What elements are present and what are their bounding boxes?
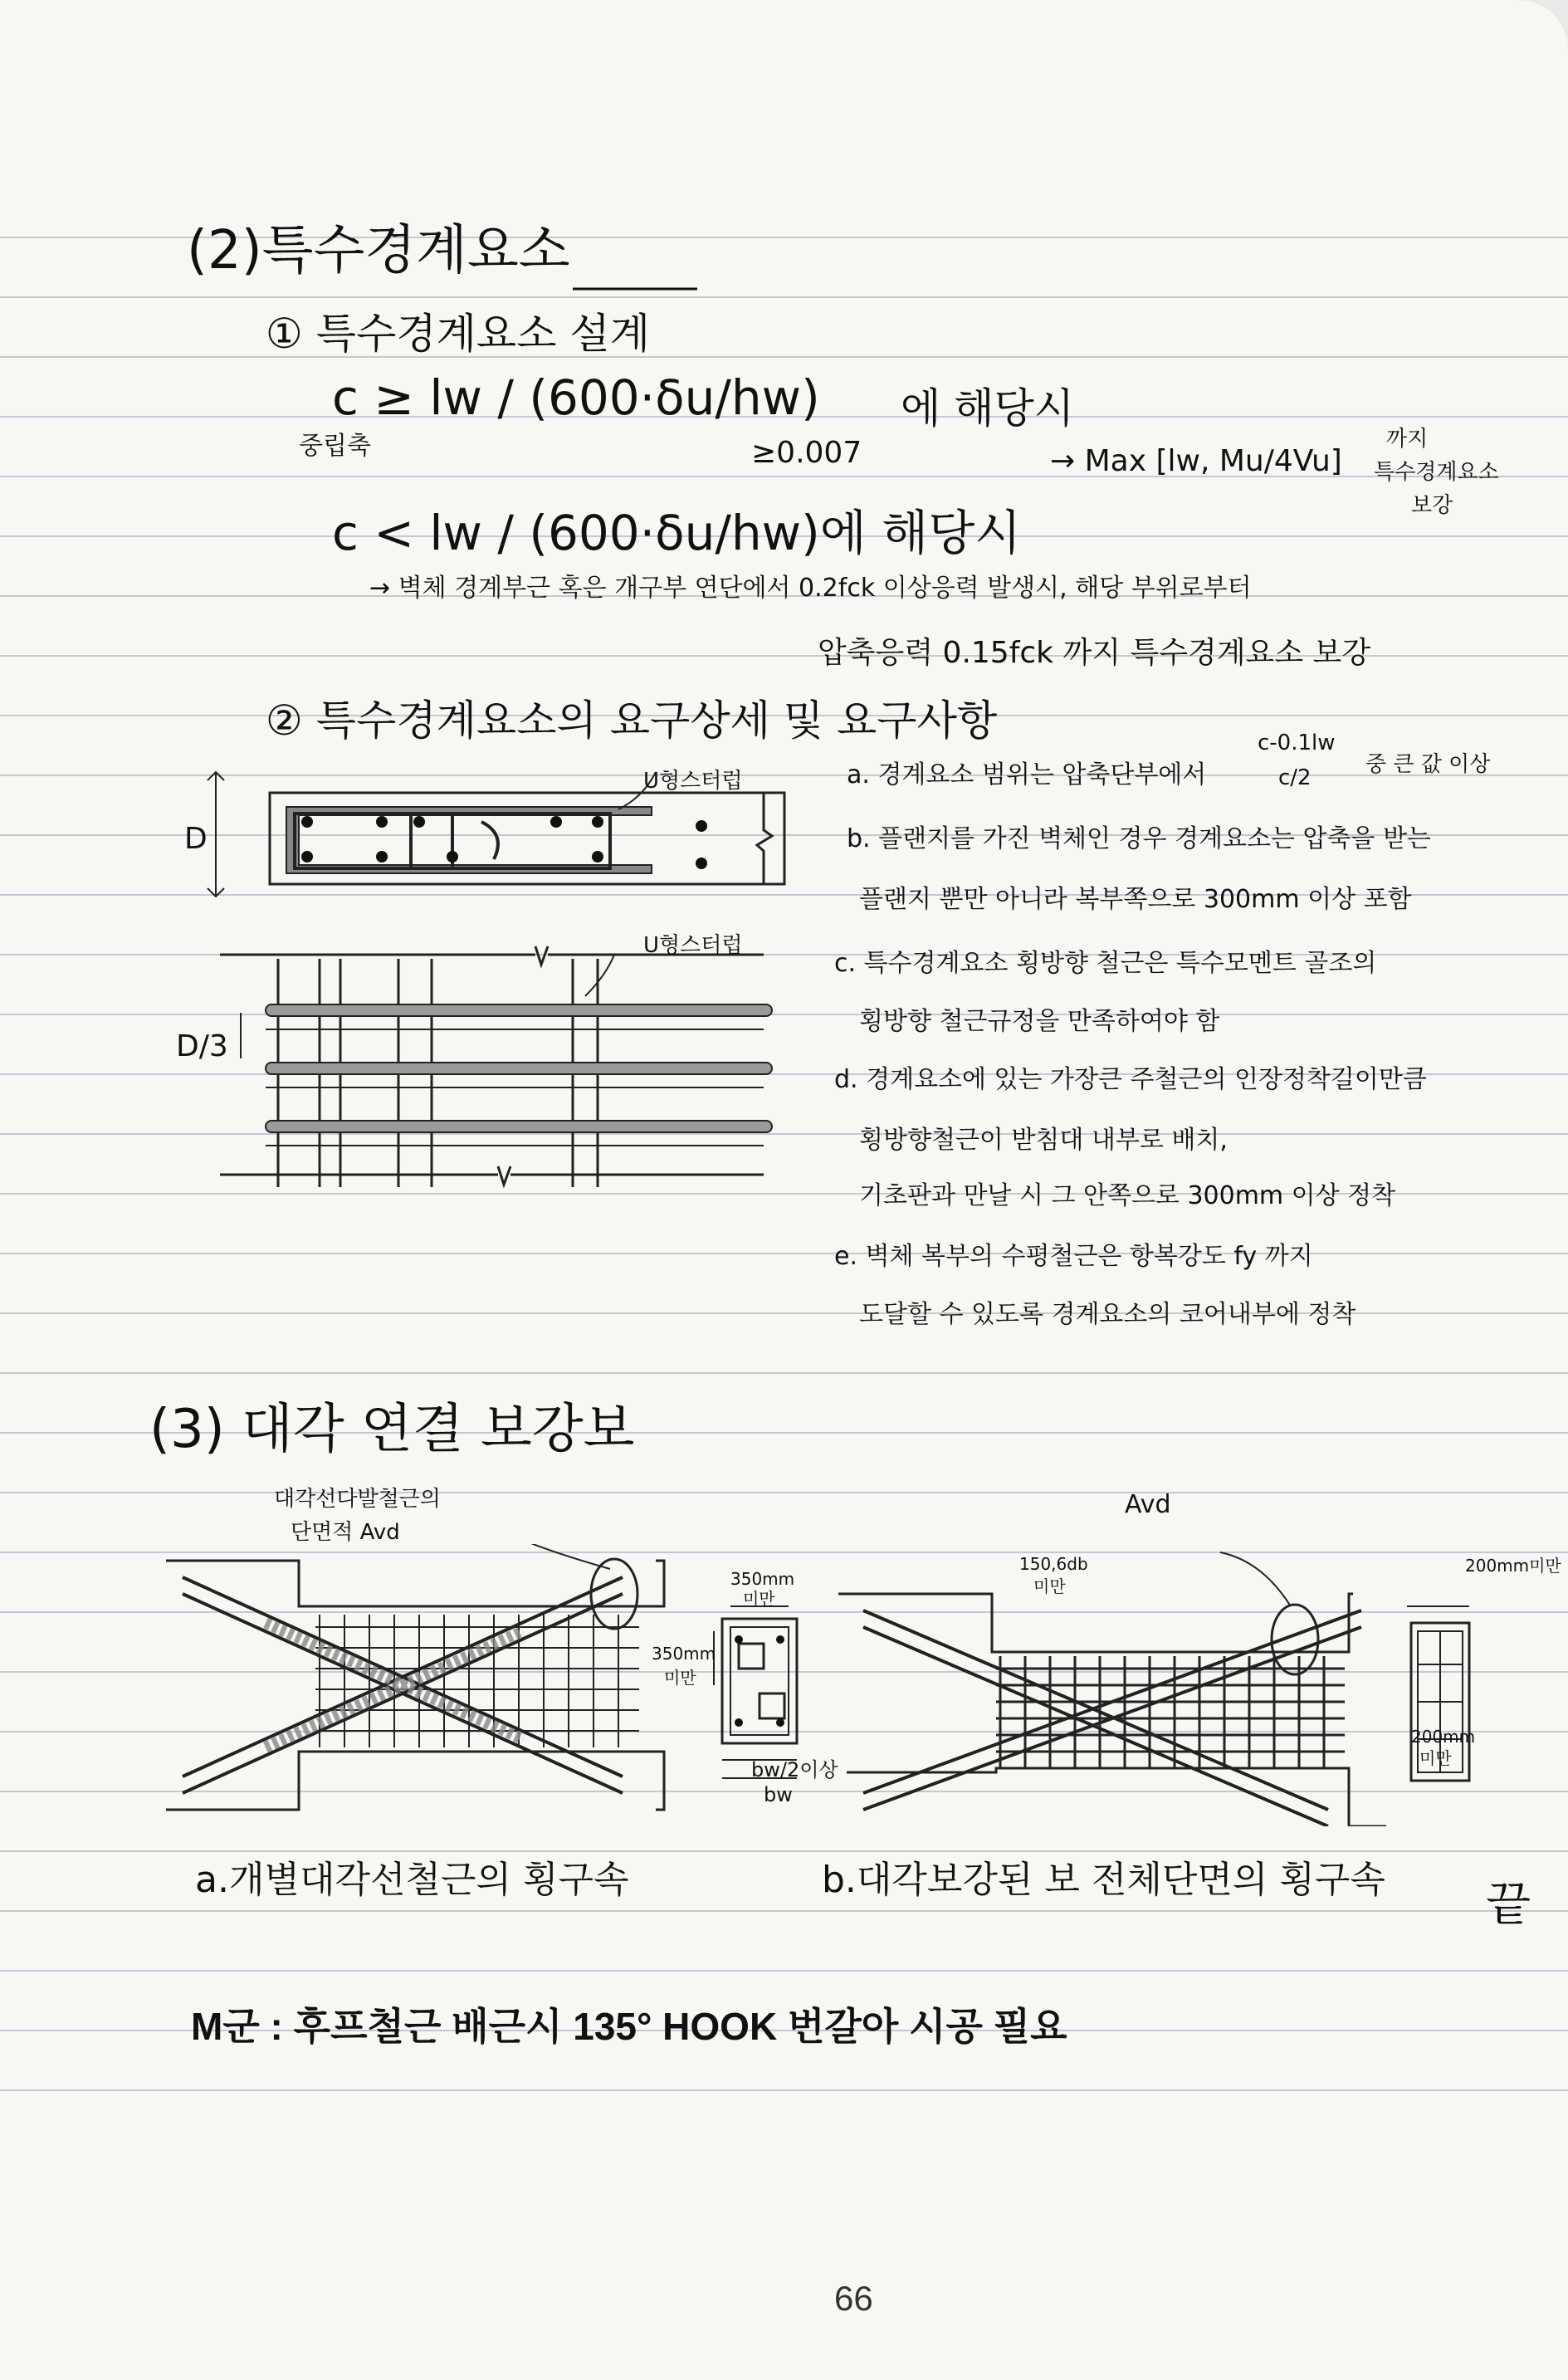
fig-a-label-line-1: 대각선다발철근의	[274, 1487, 441, 1512]
equation-1: c ≥ lw / (600·δu/hw)	[332, 369, 820, 426]
requirement-c-line-1: c. 특수경계요소 횡방향 철근은 특수모멘트 골조의	[834, 949, 1377, 978]
equation-1-suffix: 에 해당시	[901, 384, 1075, 433]
section-a-top-dim-1: 350mm	[730, 1569, 795, 1589]
section-3-title: (3) 대각 연결 보강보	[149, 1399, 635, 1460]
section-b-side-dim-2: 미만	[1419, 1748, 1452, 1768]
figure-a-cross-section	[714, 1606, 797, 1778]
boundary-element-elevation	[220, 946, 772, 1187]
section-a-side-dim-2: 미만	[664, 1668, 696, 1688]
requirement-a-frac-top: c-0.1lw	[1258, 731, 1336, 755]
boundary-element-figure	[166, 747, 797, 1245]
neutral-axis-label: 중립축	[299, 432, 371, 461]
fig-b-avd-label: Avd	[1125, 1490, 1171, 1519]
section-b-side-dim-1: 200mm	[1411, 1727, 1476, 1747]
requirement-a-end: 중 큰 값 이상	[1365, 752, 1491, 777]
fig-b-spacing-2: 미만	[1033, 1576, 1066, 1596]
stirrup-label-1: U형스터럽	[643, 769, 743, 794]
depth-label-D: D	[184, 822, 208, 856]
equation-2-note-2: 압축응력 0.15fck 까지 특수경계요소 보강	[818, 636, 1371, 670]
item-2-title: ② 특수경계요소의 요구상세 및 요구사항	[266, 696, 998, 745]
printed-note: M군 : 후프철근 배근시 135° HOOK 번갈아 시공 필요	[191, 2005, 1067, 2048]
section-2-title: (2)특수경계요소	[187, 220, 570, 281]
max-note-1: 까지	[1386, 427, 1429, 452]
equation-2: c < lw / (600·δu/hw)에 해당시	[332, 505, 1022, 561]
equation-2-note-1: → 벽체 경계부근 혹은 개구부 연단에서 0.2fck 이상응력 발생시, 해당 부위로부터	[369, 574, 1252, 603]
max-note-2: 특수경계요소	[1374, 460, 1499, 485]
title-underline	[0, 0, 747, 332]
section-a-top-dim-2: 미만	[743, 1589, 775, 1609]
depth-label-D3: D/3	[176, 1029, 228, 1063]
requirement-d-line-2: 횡방향철근이 받침대 내부로 배치,	[859, 1126, 1228, 1155]
section-a-side-dim-1: 350mm	[652, 1644, 716, 1664]
section-b-top-dim: 200mm미만	[1465, 1556, 1561, 1576]
caption-b: b.대각보강된 보 전체단면의 횡구속	[822, 1859, 1385, 1901]
diagonal-coupling-beam-figures	[158, 1544, 1478, 1826]
requirement-b-line-1: b. 플랜지를 가진 벽체인 경우 경계요소는 압축을 받는	[847, 824, 1431, 853]
max-expression: → Max [lw, Mu/4Vu]	[1050, 444, 1342, 478]
figure-a-elevation	[166, 1544, 664, 1810]
requirement-e-line-2: 도달할 수 있도록 경계요소의 코어내부에 정착	[859, 1300, 1356, 1329]
end-mark: 끝	[1486, 1878, 1531, 1932]
requirement-e-line-1: e. 벽체 복부의 수평철근은 항복강도 fy 까지	[834, 1242, 1313, 1271]
fig-b-spacing-1: 150,6db	[1019, 1554, 1088, 1574]
ratio-minimum: ≥0.007	[751, 436, 862, 470]
max-note-3: 보강	[1411, 493, 1453, 518]
stirrup-label-2: U형스터럽	[643, 933, 743, 958]
requirement-a-frac-bottom: c/2	[1278, 765, 1312, 790]
fig-a-label-line-2: 단면적 Avd	[291, 1520, 400, 1545]
section-a-bw: bw	[764, 1783, 793, 1806]
requirement-a: a. 경계요소 범위는 압축단부에서	[847, 760, 1207, 789]
requirement-b-line-2: 플랜지 뿐만 아니라 복부쪽으로 300mm 이상 포함	[859, 885, 1412, 914]
figure-b-elevation	[838, 1552, 1386, 1826]
section-a-bw-half: bw/2이상	[751, 1758, 838, 1781]
requirement-d-line-1: d. 경계요소에 있는 가장큰 주철근의 인장정착길이만큼	[834, 1065, 1427, 1094]
requirement-d-line-3: 기초판과 만날 시 그 안쪽으로 300mm 이상 정착	[859, 1181, 1396, 1210]
caption-a: a.개별대각선철근의 횡구속	[195, 1859, 629, 1901]
item-1-title: ① 특수경계요소 설계	[266, 310, 651, 358]
requirement-c-line-2: 횡방향 철근규정을 만족하여야 함	[859, 1007, 1220, 1036]
page-number: 66	[834, 2279, 873, 2318]
